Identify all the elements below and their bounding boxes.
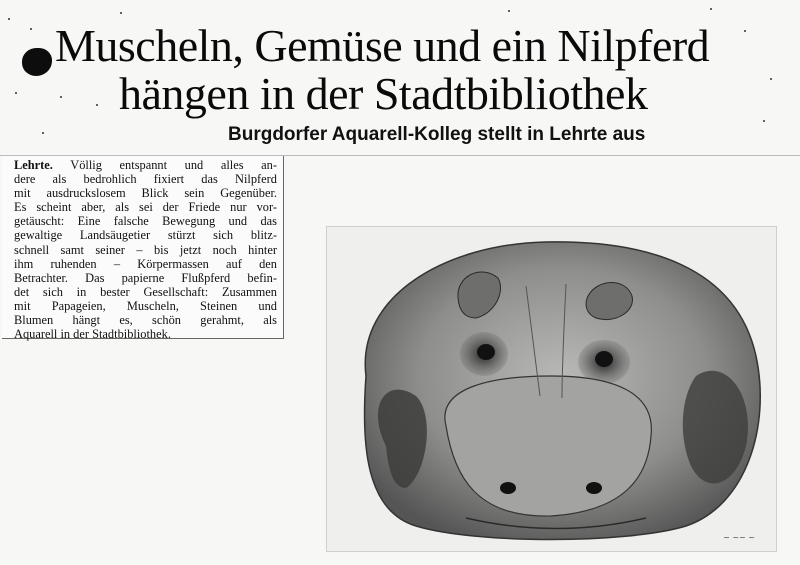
hippo-watercolor-photo (326, 226, 777, 552)
subheadline: Burgdorfer Aquarell-Kolleg stellt in Lehrte aus (228, 124, 646, 145)
article-text (2, 156, 284, 342)
ink-blot (22, 48, 52, 76)
article-line: schnell samt seiner – bis jetzt noch hinter (14, 242, 277, 257)
article-line: ihm ruhenden – Körpermassen auf den (14, 256, 277, 271)
article-line: dere als bedrohlich fixiert das Nilpferd (14, 172, 277, 187)
article-line: det sich in bester Gesellschaft: Zusammen (14, 284, 277, 299)
article-line: getäuscht: Eine falsche Bewegung und das (14, 214, 277, 229)
article-line: mit Papageien, Muscheln, Steinen und (14, 298, 277, 313)
headline (55, 22, 800, 118)
article-line: Es scheint aber, als sei der Friede nur vor- (14, 200, 277, 215)
article-line: Blumen hängt es, schön gerahmt, als (14, 313, 277, 328)
artist-signature: ~ ~~ ~ (723, 533, 755, 542)
article-line: gewaltige Landsäugetier stürzt sich blitz- (14, 228, 277, 243)
article-line: Aquarell in der Stadtbibliothek. (14, 327, 171, 342)
article-line: mit ausdruckslosem Blick sein Gegenüber. (14, 186, 277, 201)
headline-line-1: Muscheln, Gemüse und ein Nilpferd (55, 20, 710, 71)
hippo-illustration (326, 226, 777, 552)
headline-line-2: hängen in der Stadtbibliothek (119, 68, 648, 119)
article-line: Lehrte. Völlig entspannt und alles an- (14, 158, 277, 172)
article-line: Betrachter. Das papierne Flußpferd befin- (14, 270, 277, 285)
dateline: Lehrte. (14, 158, 53, 172)
